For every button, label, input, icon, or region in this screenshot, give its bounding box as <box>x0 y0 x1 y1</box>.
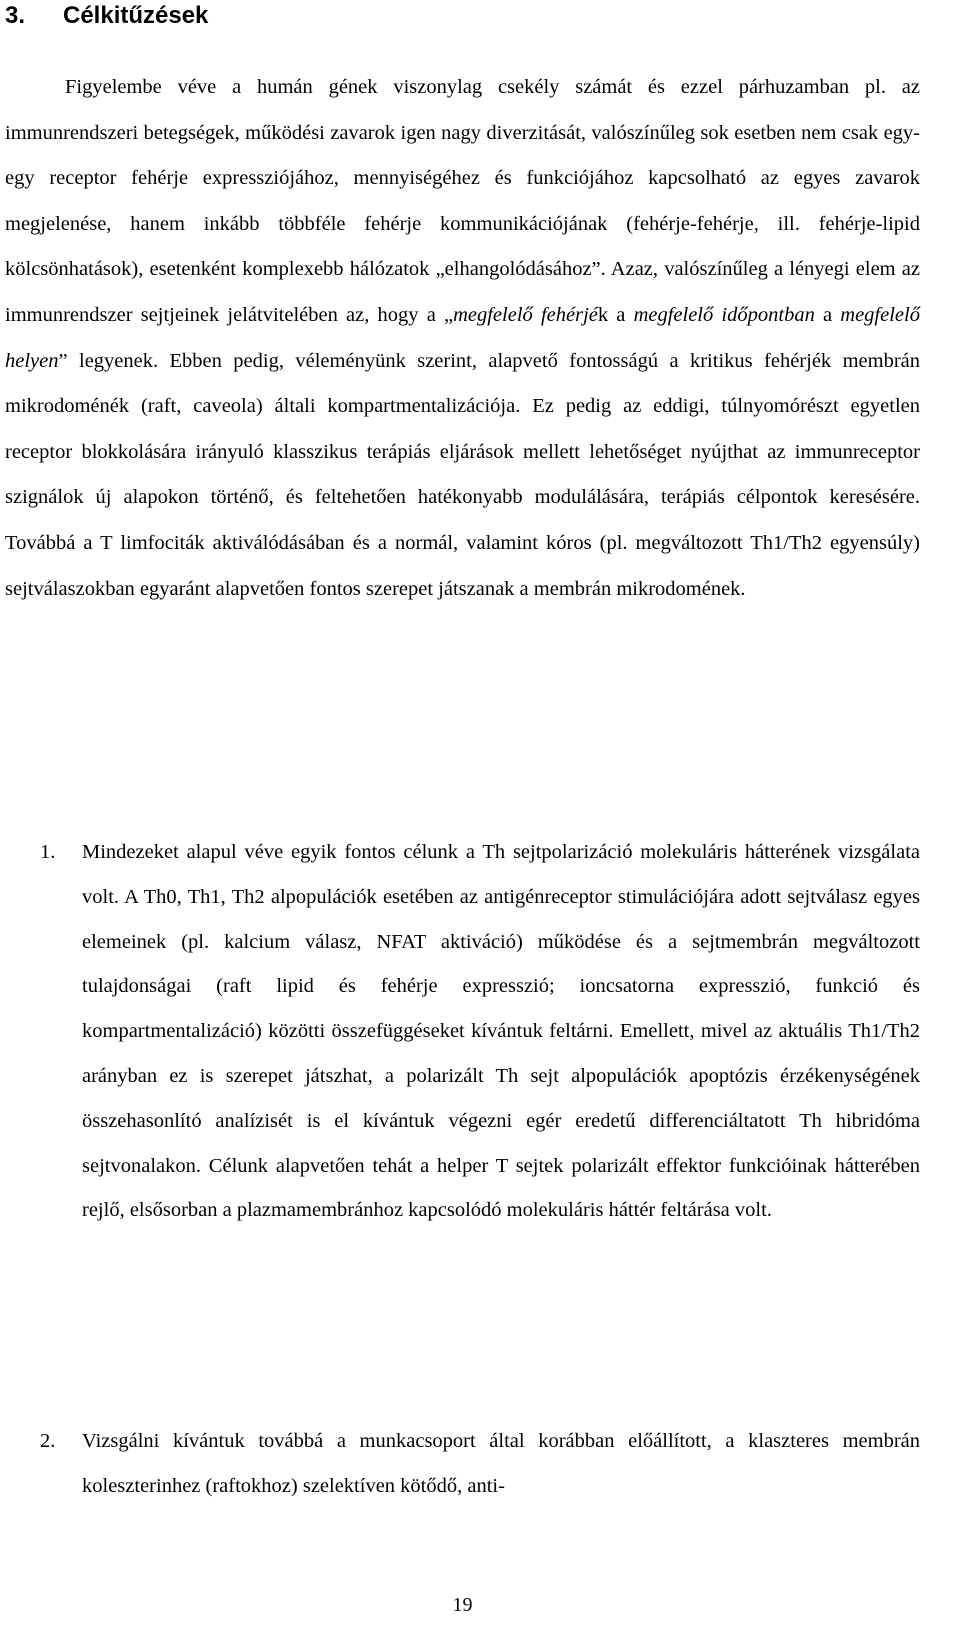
page-number: 19 <box>452 1594 473 1616</box>
intro-emphasis-1: megfelelő fehérjé <box>453 303 598 326</box>
intro-text-part2: k a <box>597 303 634 326</box>
intro-text-part4: ” legyenek. Ebben pedig, véleményünk szerint, alapvető fontosságú a kritikus fehérjék membrán mikrodoménék (raft, caveola) általi kompartmentalizációja. Ez pedig az eddigi, túlnyomórészt egyetlen receptor blokkolására irányuló klasszikus terápiás eljárások mellett lehetőséget nyújthat az immunreceptor szignálok új alapokon történő, és feltehetően hatékonyabb modulálására, terápiás célpontok keresésére. Továbbá a T limfociták aktiválódásában és a normál, valamint kóros (pl. megváltozott Th1/Th2 egyensúly) sejtválaszokban egyaránt alapvetően fontos szerepet játszanak a membrán mikrodomének. <box>5 349 920 600</box>
intro-text-part3: a <box>814 303 841 326</box>
section-title: Célkitűzések <box>63 2 209 29</box>
list-item <box>40 1419 920 1509</box>
section-heading <box>5 0 208 32</box>
section-number: 3. <box>5 2 26 29</box>
list-item-marker: 1. <box>40 841 56 863</box>
intro-paragraph <box>5 65 920 612</box>
intro-emphasis-2: megfelelő időpontban <box>633 303 815 326</box>
intro-emphasis-3: megfelelő helyen <box>5 303 920 372</box>
list-item-text: Mindezeket alapul véve egyik fontos célunk a Th sejtpolarizáció molekuláris hátterének vizsgálata volt. A Th0, Th1, Th2 alpopulációk esetében az antigénreceptor stimulációjára adott sejtválasz egyes elemeinek (pl. kalcium válasz, NFAT aktiváció) működése és a sejtmembrán megváltozott tulajdonságai (raft lipid és fehérje expresszió; ioncsatorna expresszió, funkció és kompartmentalizáció) közötti összefüggéseket kívántuk feltárni. Emellett, mivel az aktuális Th1/Th2 arányban ez is szerepet játszhat, a polarizált Th sejt alpopulációk apoptózis érzékenységének összehasonlító analízisét is el kívántuk végezni egér eredetű differenciáltatott Th hibridóma sejtvonalakon. Célunk alapvetően tehát a helper T sejtek polarizált effektor funkcióinak hátterében rejlő, elsősorban a plazmamembránhoz kapcsolódó molekuláris háttér feltárása volt. <box>82 841 920 1222</box>
list-item-text: Vizsgálni kívántuk továbbá a munkacsoport által korábban előállított, a klaszteres membrán koleszterinhez (raftokhoz) szelektíven kötődő, anti- <box>82 1430 920 1497</box>
list-item <box>40 830 920 1233</box>
list-item-marker: 2. <box>40 1430 56 1452</box>
intro-text-part1: Figyelembe véve a humán gének viszonylag csekély számát és ezzel párhuzamban pl. az immunrendszeri betegségek, működési zavarok igen nagy diverzitását, valószínűleg sok esetben nem csak egy-egy receptor fehérje expressziójához, mennyiségéhez és funkciójához kapcsolható az egyes zavarok megjelenése, hanem inkább többféle fehérje kommunikációjának (fehérje-fehérje, ill. fehérje-lipid kölcsönhatások), esetenként komplexebb hálózatok „elhangolódásához”. Azaz, valószínűleg a lényegi elem az immunrendszer sejtjeinek jelátvitelében az, hogy a „ <box>5 76 920 326</box>
